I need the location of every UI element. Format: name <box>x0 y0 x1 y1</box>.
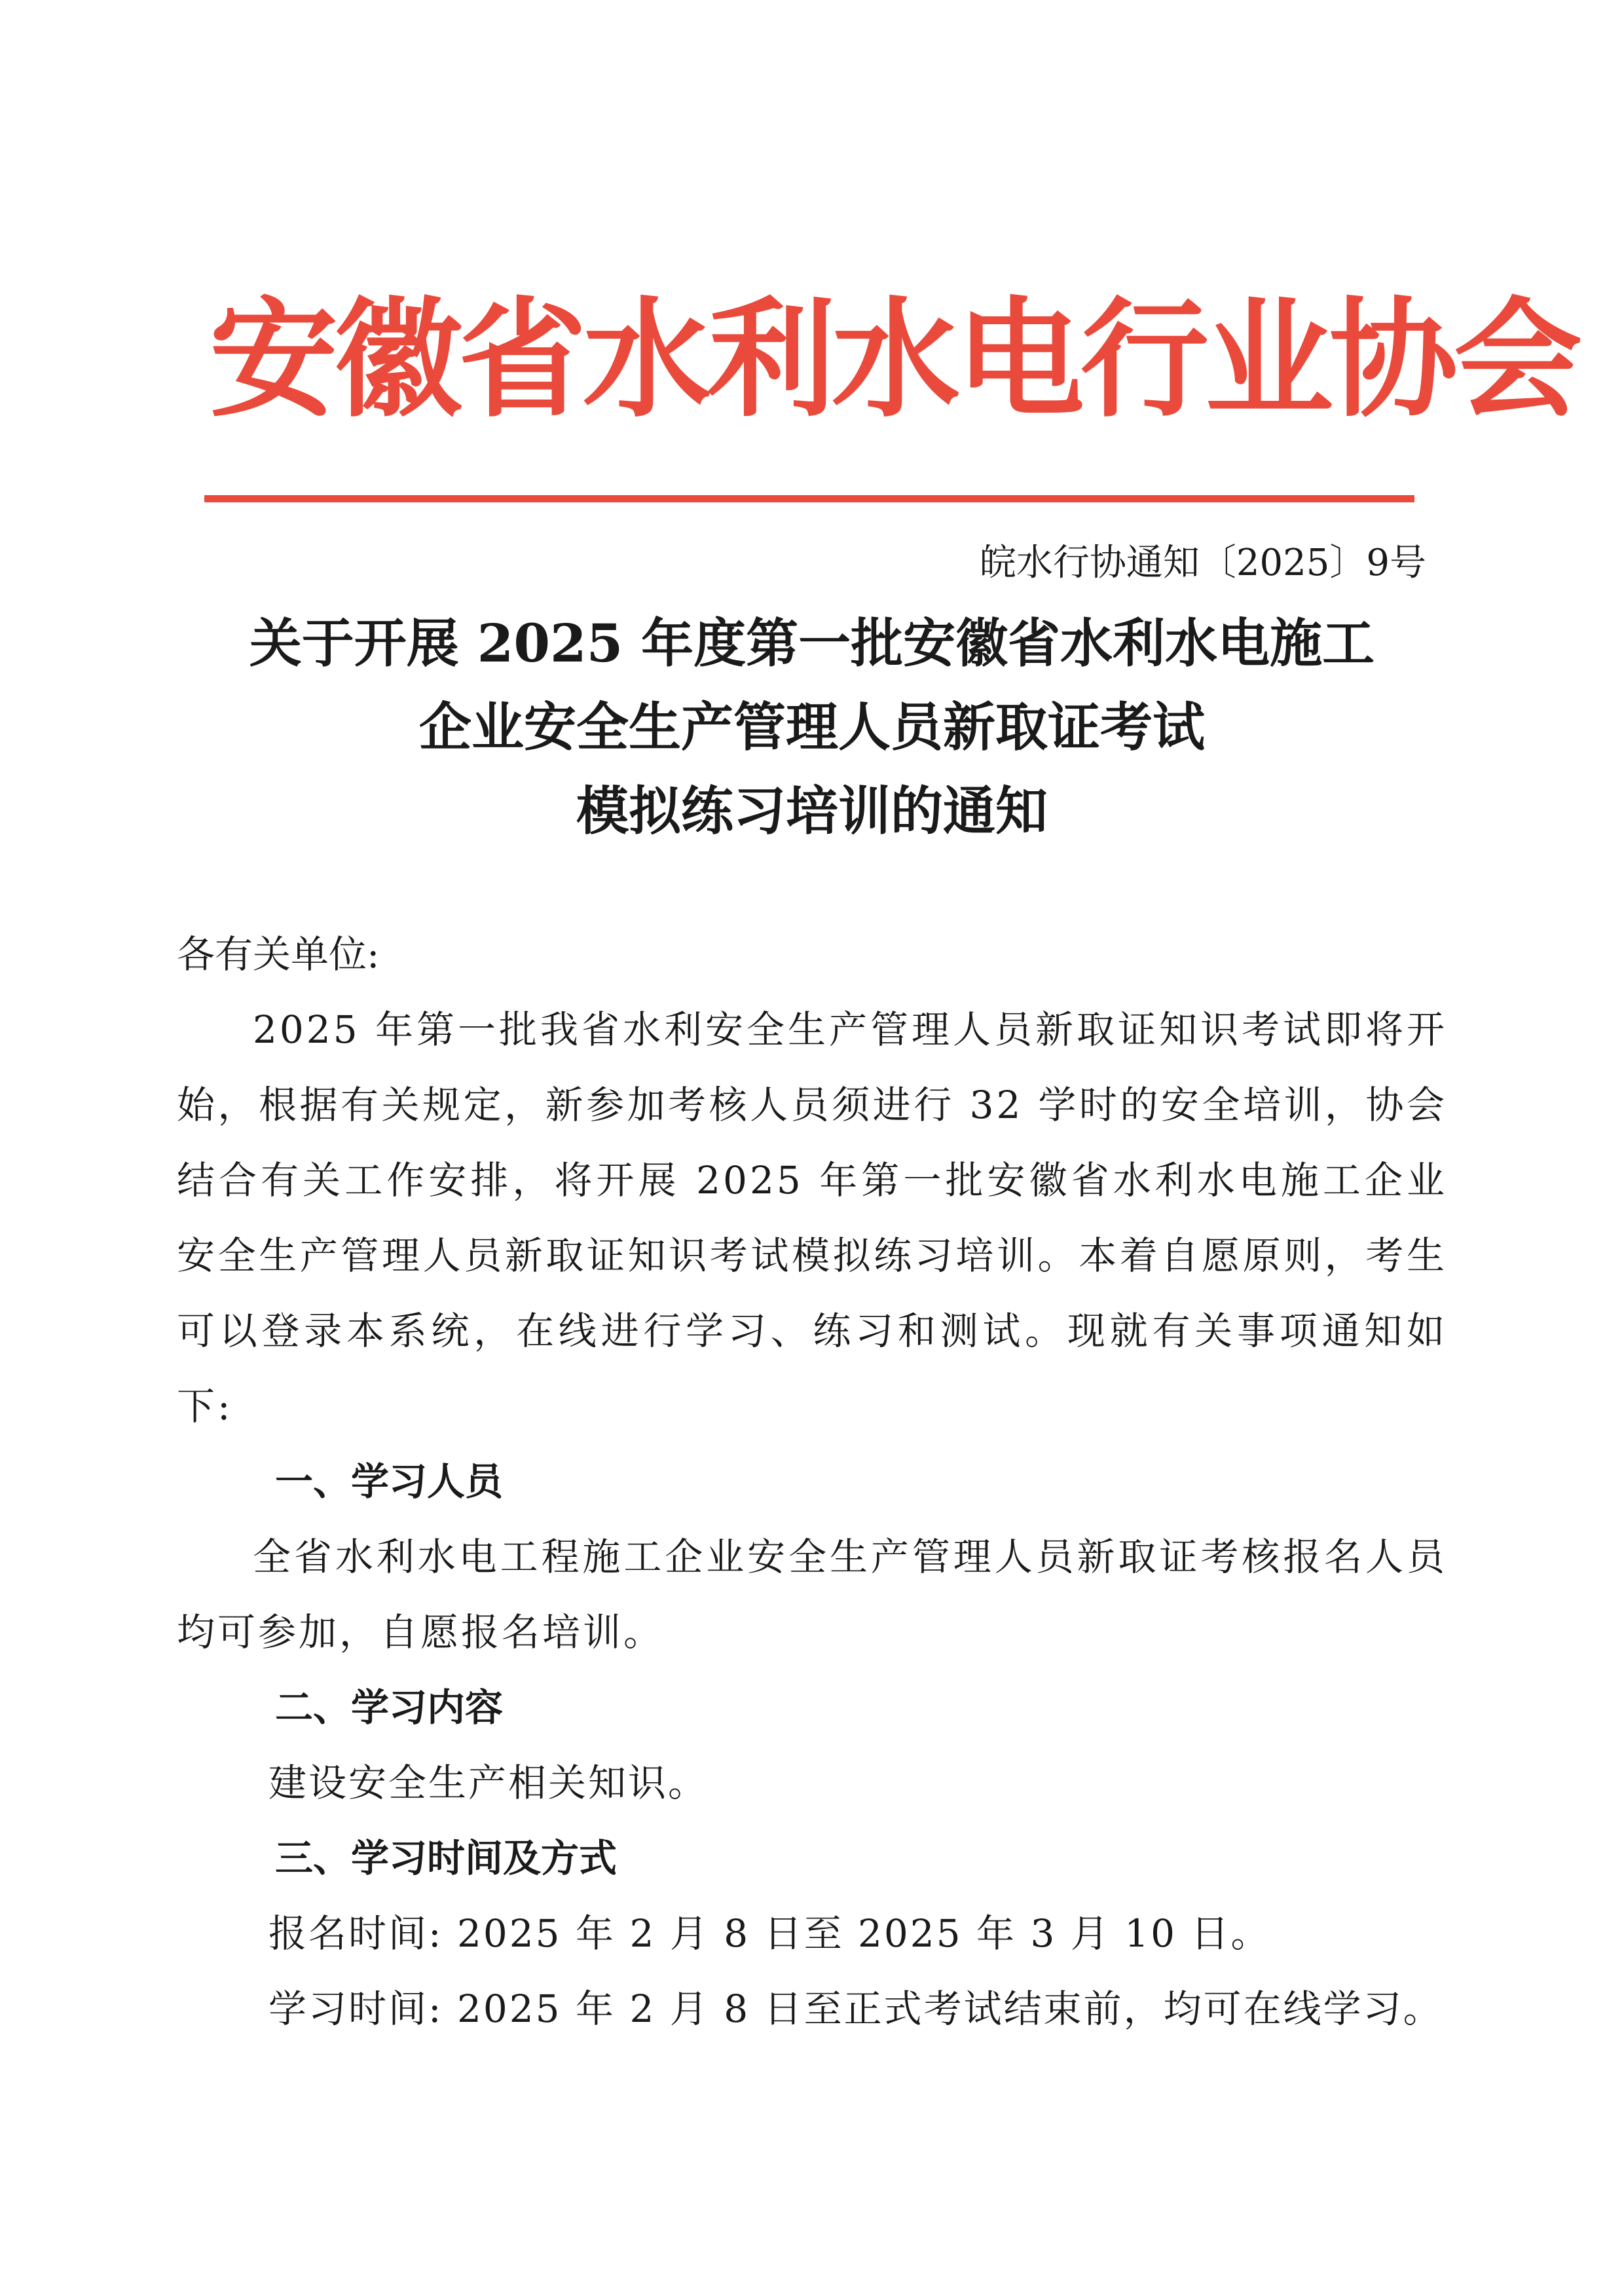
section-heading-schedule: 三、学习时间及方式 <box>275 1836 618 1880</box>
document-title-line-1: 关于开展 2025 年度第一批安徽省水利水电施工 <box>249 612 1375 674</box>
section-heading-content: 二、学习内容 <box>275 1685 504 1730</box>
document-number: 皖水行协通知〔2025〕9号 <box>979 542 1426 584</box>
document-title-line-3: 模拟练习培训的通知 <box>576 780 1048 842</box>
document-body <box>177 917 1447 2047</box>
section-heading-participants: 一、学习人员 <box>275 1459 504 1504</box>
study-time: 学习时间: 2025 年 2 月 8 日至正式考试结束前，均可在线学习。 <box>268 1987 1443 2031</box>
document-title-line-2: 企业安全生产管理人员新取证考试 <box>419 696 1205 758</box>
header-red-rule <box>204 495 1414 502</box>
section-text-participants: 全省水利水电工程施工企业安全生产管理人员新取证考核报名人员均可参加，自愿报名培训。 <box>177 1535 1447 1654</box>
registration-time: 报名时间: 2025 年 2 月 8 日至 2025 年 3 月 10 日。 <box>268 1911 1271 1956</box>
intro-paragraph: 2025 年第一批我省水利安全生产管理人员新取证知识考试即将开始，根据有关规定，新参加考核人员须进行 32 学时的安全培训，协会结合有关工作安排，将开展 2025 年第一批安徽省水利水电施工企业安全生产管理人员新取证知识考试模拟练习培训。本着自愿原则，考生可以登录本系统，在线进行学习、练习和测试。现就有关事项通知如下: <box>177 1007 1447 1428</box>
section-text-content: 建设安全生产相关知识。 <box>268 1761 709 1805</box>
salutation: 各有关单位: <box>177 932 380 977</box>
organization-header: 安徽省水利水电行业协会 <box>210 286 1579 435</box>
document-title <box>164 601 1460 853</box>
